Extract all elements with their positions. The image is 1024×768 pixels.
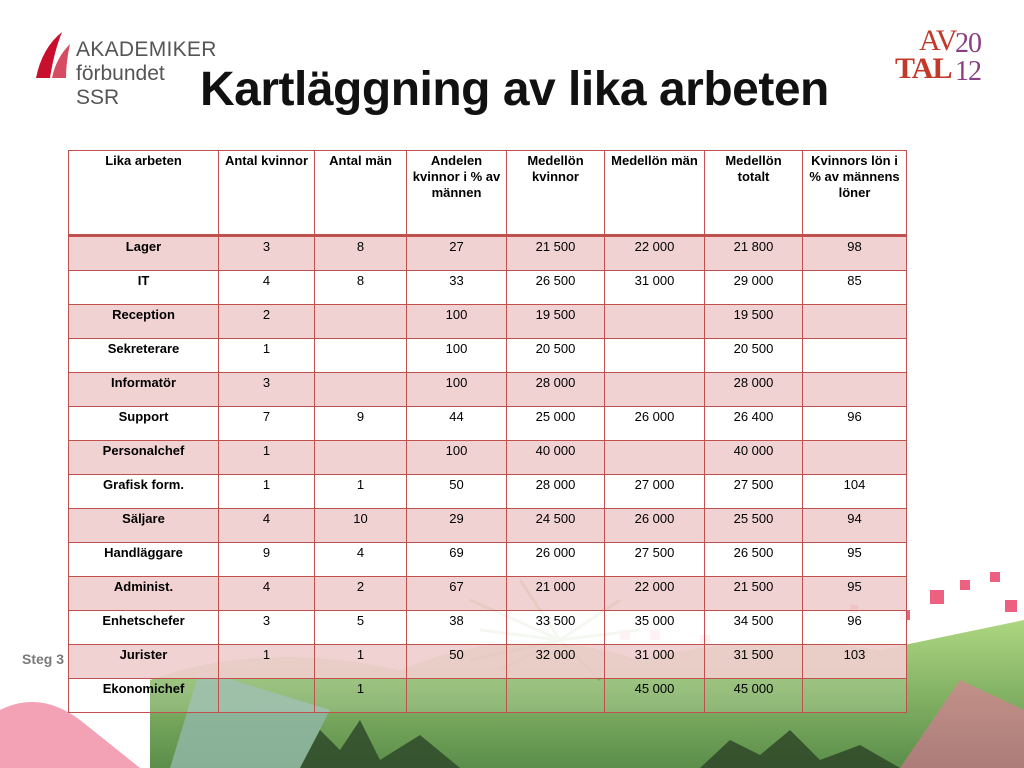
equal-work-table [68,150,907,713]
job-title-cell: Grafisk form. [69,475,219,509]
table-cell [219,679,315,713]
table-cell: 26 400 [705,407,803,441]
table-cell: 26 500 [507,271,605,305]
table-cell: 29 000 [705,271,803,305]
table-cell [507,679,605,713]
table-cell [605,373,705,407]
table-cell: 29 [407,509,507,543]
table-cell: 27 000 [605,475,705,509]
table-cell: 9 [219,543,315,577]
table-cell: 45 000 [705,679,803,713]
table-cell: 2 [315,577,407,611]
table-cell: 40 000 [507,441,605,475]
table-row [69,339,907,373]
table-cell: 32 000 [507,645,605,679]
table-cell: 95 [803,577,907,611]
table-cell: 98 [803,236,907,271]
table-cell [605,441,705,475]
table-cell: 100 [407,339,507,373]
table-row [69,271,907,305]
job-title-cell: IT [69,271,219,305]
table-cell: 1 [315,475,407,509]
table-cell [315,373,407,407]
table-cell: 38 [407,611,507,645]
table-cell: 21 800 [705,236,803,271]
table-cell [803,305,907,339]
job-title-cell: Handläggare [69,543,219,577]
table-cell: 50 [407,645,507,679]
table-cell: 22 000 [605,236,705,271]
table-row [69,305,907,339]
table-cell: 28 000 [507,373,605,407]
table-cell: 69 [407,543,507,577]
table-row [69,373,907,407]
table-cell [605,305,705,339]
column-header: Medellön totalt [705,151,803,236]
table-cell: 50 [407,475,507,509]
table-cell: 26 000 [605,407,705,441]
table-cell: 10 [315,509,407,543]
table-cell: 1 [315,679,407,713]
table-cell: 8 [315,236,407,271]
table-cell: 31 000 [605,645,705,679]
table-cell: 26 500 [705,543,803,577]
table-cell: 1 [219,441,315,475]
table-cell: 2 [219,305,315,339]
table-row [69,236,907,271]
table-cell: 31 500 [705,645,803,679]
table-cell: 25 500 [705,509,803,543]
table-cell: 35 000 [605,611,705,645]
table-cell: 20 500 [705,339,803,373]
table-row [69,645,907,679]
table-row [69,679,907,713]
logo-tal: TAL [895,52,952,85]
logo-year-12: 12 [955,56,981,87]
column-header: Medellön kvinnor [507,151,605,236]
table-cell: 9 [315,407,407,441]
table-cell: 4 [219,271,315,305]
table-cell: 22 000 [605,577,705,611]
table-row [69,611,907,645]
table-row [69,543,907,577]
table-cell [803,373,907,407]
job-title-cell: Enhetschefer [69,611,219,645]
table-cell: 3 [219,236,315,271]
table-cell: 1 [315,645,407,679]
table-cell: 100 [407,305,507,339]
table-cell: 27 500 [605,543,705,577]
table-cell: 1 [219,339,315,373]
table-cell: 26 000 [507,543,605,577]
column-header: Lika arbeten [69,151,219,236]
table-cell: 25 000 [507,407,605,441]
table-cell: 103 [803,645,907,679]
table-cell: 33 [407,271,507,305]
table-cell: 3 [219,611,315,645]
job-title-cell: Sekreterare [69,339,219,373]
table-cell: 28 000 [507,475,605,509]
table-cell: 44 [407,407,507,441]
table-cell: 104 [803,475,907,509]
table-cell [315,305,407,339]
job-title-cell: Reception [69,305,219,339]
table-cell: 26 000 [605,509,705,543]
column-header: Kvinnors lön i % av männens löner [803,151,907,236]
table-cell: 5 [315,611,407,645]
table-row [69,509,907,543]
table-cell: 4 [219,509,315,543]
avtal-2012-logo [893,24,993,88]
table-cell [803,679,907,713]
job-title-cell: Ekonomichef [69,679,219,713]
logo-year-20: 20 [955,28,981,59]
job-title-cell: Personalchef [69,441,219,475]
table-row [69,441,907,475]
table-cell: 20 500 [507,339,605,373]
job-title-cell: Lager [69,236,219,271]
table-cell: 40 000 [705,441,803,475]
table-cell [803,441,907,475]
table-cell: 4 [315,543,407,577]
job-title-cell: Säljare [69,509,219,543]
table-cell: 27 [407,236,507,271]
logo-mark-icon [32,28,76,82]
table-cell: 95 [803,543,907,577]
job-title-cell: Informatör [69,373,219,407]
table-cell: 4 [219,577,315,611]
table-cell: 100 [407,373,507,407]
job-title-cell: Jurister [69,645,219,679]
table-cell [315,339,407,373]
table-cell: 3 [219,373,315,407]
table-cell: 21 500 [507,236,605,271]
table-cell: 33 500 [507,611,605,645]
table-cell: 1 [219,645,315,679]
table-cell [803,339,907,373]
logo-text-line2: förbundet SSR [76,62,165,109]
table-cell: 1 [219,475,315,509]
job-title-cell: Support [69,407,219,441]
table-row [69,577,907,611]
table-cell: 31 000 [605,271,705,305]
table-cell [315,441,407,475]
column-header: Andelen kvinnor i % av männen [407,151,507,236]
table-cell: 19 500 [507,305,605,339]
logo-av: AV [919,24,957,57]
table-cell: 27 500 [705,475,803,509]
table-cell: 19 500 [705,305,803,339]
column-header: Medellön män [605,151,705,236]
table-cell: 94 [803,509,907,543]
table-cell [407,679,507,713]
table-cell: 67 [407,577,507,611]
table-row [69,407,907,441]
column-header: Antal män [315,151,407,236]
table-cell: 96 [803,407,907,441]
table-cell: 7 [219,407,315,441]
table-header-row [69,151,907,236]
table-cell: 24 500 [507,509,605,543]
table-cell: 8 [315,271,407,305]
page-title: Kartläggning av lika arbeten [200,63,829,116]
job-title-cell: Administ. [69,577,219,611]
table-cell: 21 500 [705,577,803,611]
logo-text-line1: AKADEMIKER [76,38,217,61]
table-cell [605,339,705,373]
table-cell: 21 000 [507,577,605,611]
step-label: Steg 3 [22,651,65,667]
table-cell: 45 000 [605,679,705,713]
column-header: Antal kvinnor [219,151,315,236]
table-cell: 85 [803,271,907,305]
table-row [69,475,907,509]
table-cell: 34 500 [705,611,803,645]
table-cell: 100 [407,441,507,475]
table-cell: 96 [803,611,907,645]
akademikerforbundet-logo [32,28,217,109]
table-cell: 28 000 [705,373,803,407]
